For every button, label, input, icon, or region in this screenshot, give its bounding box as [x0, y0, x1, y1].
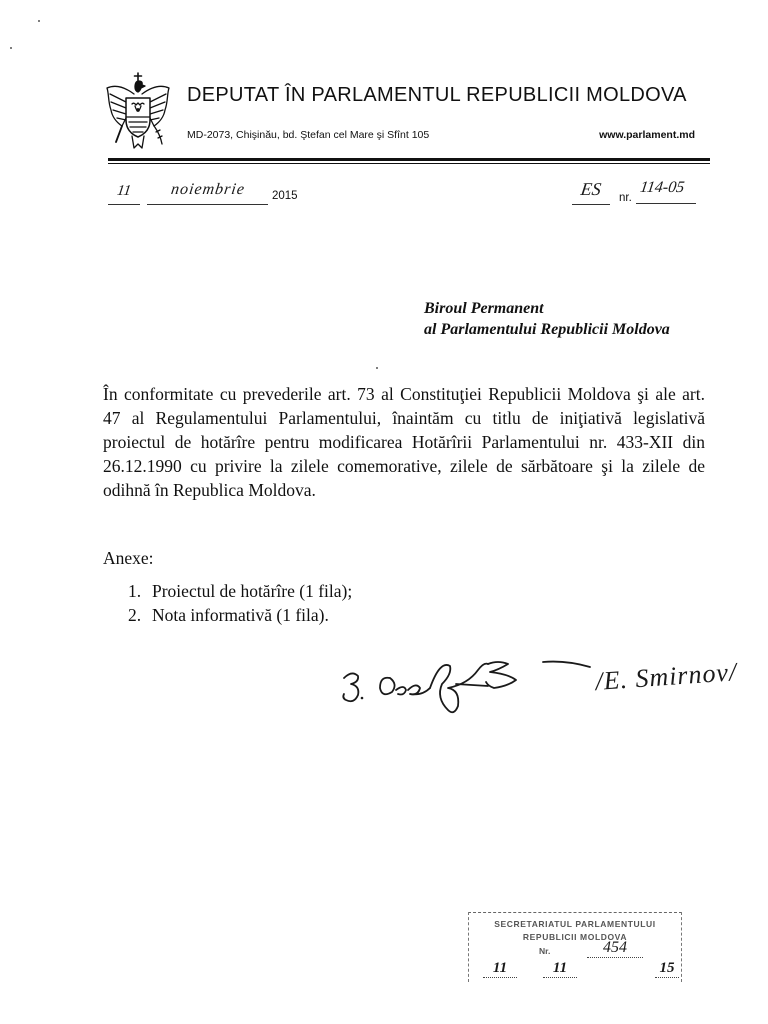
registration-number-value: 114-05 [638, 179, 686, 196]
stamp-date-year: 15 [655, 959, 679, 978]
signature-name: /E. Smirnov/ [594, 657, 739, 696]
annexes-heading: Anexe: [103, 548, 154, 568]
scan-speck [376, 367, 378, 369]
signature-stroke [396, 685, 430, 694]
list-item-text: Proiectul de hotărîre (1 fila); [152, 581, 353, 601]
signature-dash [543, 662, 590, 667]
date-day [108, 184, 140, 205]
scan-speck [10, 47, 12, 49]
date-year: 2015 [272, 190, 298, 202]
list-item-text: Nota informativă (1 fila). [152, 605, 329, 625]
signature-stroke [486, 662, 516, 688]
letterhead-divider [108, 158, 710, 164]
letterhead-website: www.parlament.md [599, 129, 695, 141]
body-line: odihnă în Republica Moldova. [103, 480, 316, 500]
body-line: În conformitate cu prevederile art. 73 al Constituţiei Republicii Moldova şi ale art. [103, 384, 705, 404]
body-paragraph [103, 382, 705, 502]
stamp-line: SECRETARIATUL PARLAMENTULUI [494, 919, 656, 929]
stamp-date-month: 11 [543, 959, 577, 978]
stamp-number: 454 [587, 939, 643, 958]
annexes-list [128, 579, 352, 627]
list-item-number: 1. [128, 581, 142, 601]
addressee-line: al Parlamentului Republicii Moldova [424, 321, 670, 338]
letterhead-title: DEPUTAT ÎN PARLAMENTUL REPUBLICII MOLDOVA [187, 84, 687, 106]
date-day-value: 11 [115, 183, 133, 199]
signature-stroke [456, 684, 488, 686]
addressee-block [424, 298, 670, 340]
registration-number [636, 180, 696, 204]
date-month-value: noiembrie [169, 181, 246, 198]
date-month [147, 182, 268, 205]
list-item [128, 603, 352, 627]
handwritten-signature [338, 640, 750, 718]
signature-stroke [430, 664, 488, 713]
registration-nr-label: nr. [619, 192, 632, 204]
stamp-date-day: 11 [483, 959, 517, 978]
stamp-nr-label: Nr. [539, 946, 551, 956]
list-item-number: 2. [128, 605, 142, 625]
letterhead-address: MD-2073, Chişinău, bd. Ştefan cel Mare şi Sfînt 105 [187, 129, 430, 141]
registration-prefix-value: ES [579, 179, 603, 199]
body-line: 47 al Regulamentului Parlamentului, înaintăm cu titlu de iniţiativă legislativă [103, 408, 705, 428]
signature-stroke [380, 678, 395, 695]
body-line: proiectul de hotărîre pentru modificarea Hotărîrii Parlamentului nr. 433-XII din [103, 432, 705, 452]
list-item [128, 579, 352, 603]
addressee-line: Biroul Permanent [424, 300, 544, 317]
body-line: 26.12.1990 cu privire la zilele comemorative, zilele de sărbătoare şi la zilele de [103, 456, 705, 476]
stamp-line: REPUBLICII MOLDOVA [522, 932, 628, 942]
registration-prefix [572, 180, 610, 205]
signature-stroke [343, 673, 358, 701]
scan-speck [38, 20, 40, 22]
coat-of-arms-icon [104, 72, 172, 154]
registration-stamp [468, 912, 682, 982]
